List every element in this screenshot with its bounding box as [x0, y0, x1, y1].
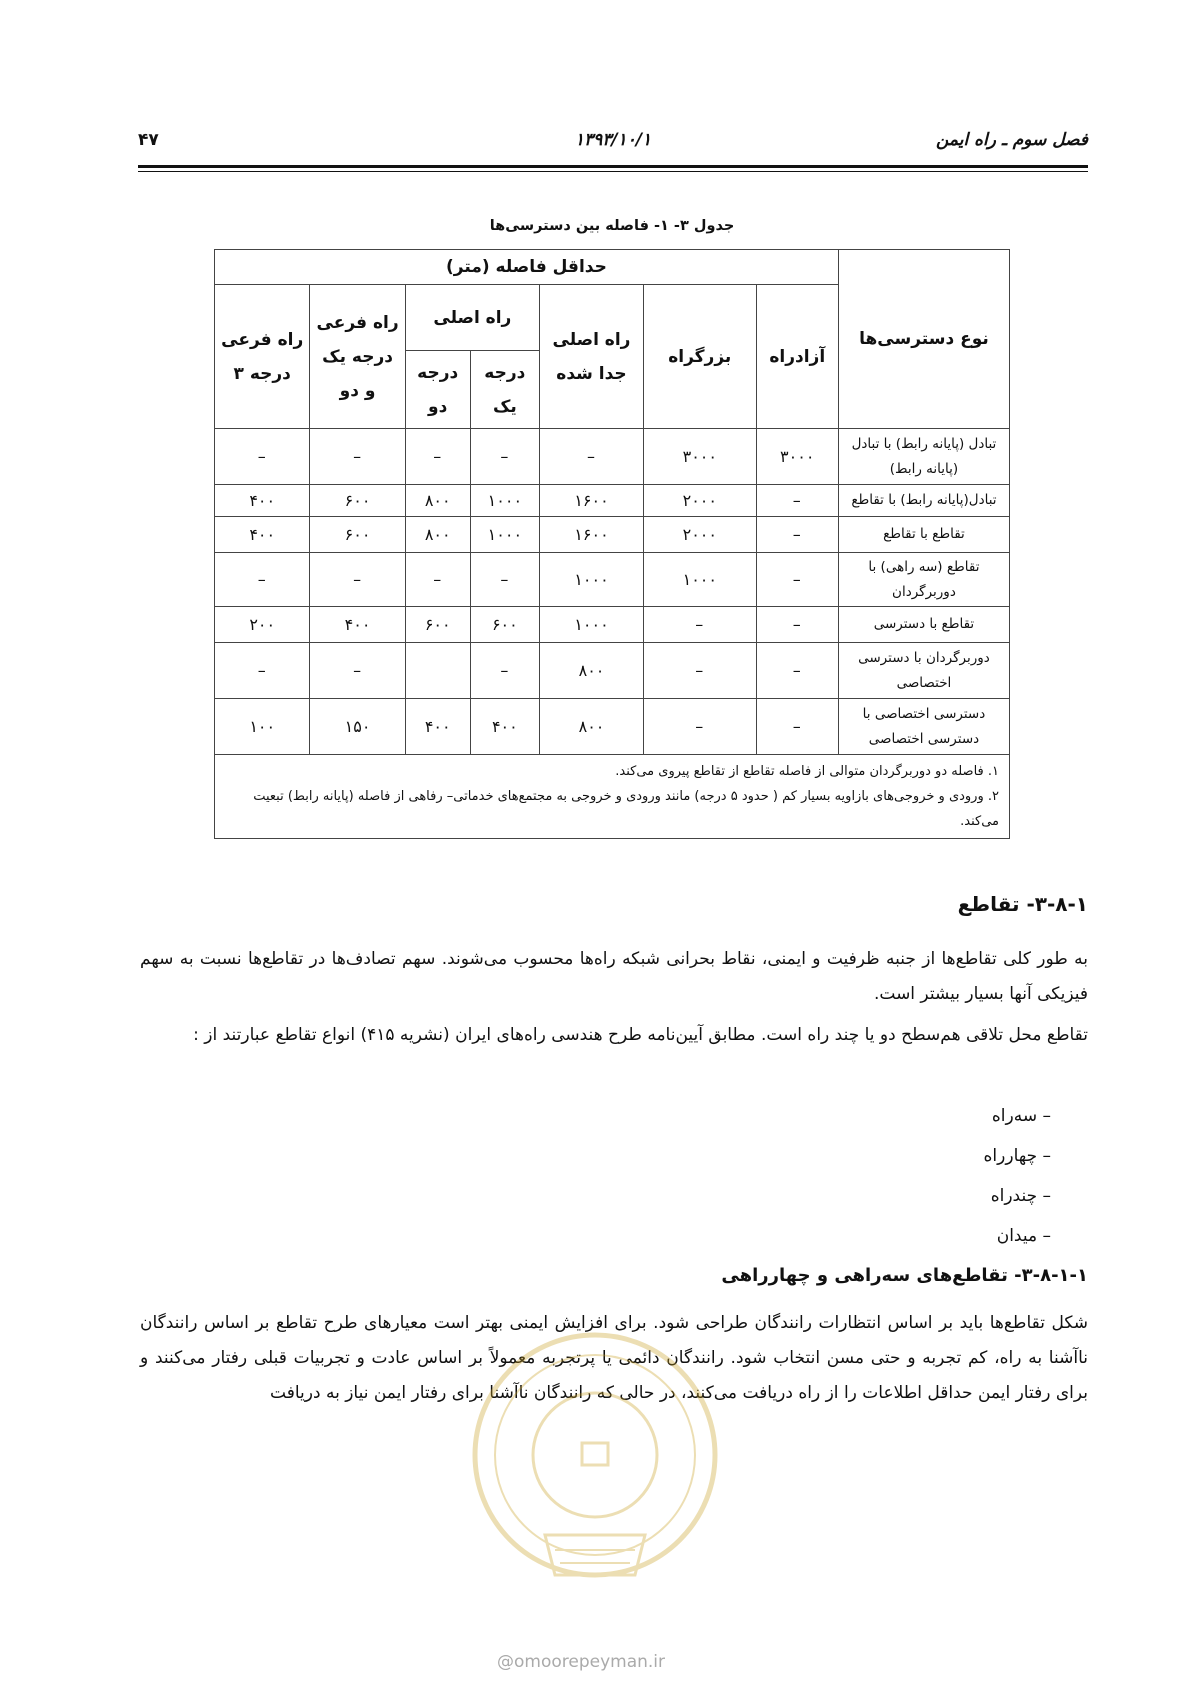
watermark-url: @omoorepeyman.ir — [497, 1652, 666, 1672]
header-rule — [138, 165, 1088, 168]
table-row — [215, 553, 1010, 607]
table-cell: – — [540, 429, 644, 485]
table-cell: ۱۰۰۰ — [540, 553, 644, 607]
table-cell: ۲۰۰۰ — [643, 517, 756, 553]
table-row — [215, 643, 1010, 699]
table-cell: ۴۰۰ — [310, 607, 405, 643]
table-cell: ۸۰۰ — [405, 485, 470, 517]
table-cell: – — [310, 643, 405, 699]
header-date: ۱۳۹۳/۱۰/۱ — [574, 130, 652, 150]
table-cell: ۴۰۰ — [405, 699, 470, 755]
table-cell: – — [756, 485, 838, 517]
table-cell: – — [470, 553, 539, 607]
header-access-type: نوع دسترسی‌ها — [838, 250, 1009, 429]
list-item: – چهارراه — [983, 1146, 1051, 1166]
intersection-types-list — [984, 1096, 1051, 1256]
table-row — [215, 485, 1010, 517]
table-cell: ۱۰۰ — [215, 699, 310, 755]
table-cell: – — [756, 643, 838, 699]
table-cell: ۶۰۰ — [405, 607, 470, 643]
header-freeway: آزادراه — [756, 285, 838, 429]
chapter-title: فصل سوم ـ راه ایمن — [935, 130, 1088, 150]
table-caption: جدول ۳- ۱- فاصله بین دسترسی‌ها — [489, 218, 735, 234]
table-cell: – — [310, 429, 405, 485]
table-cell: ۱۰۰۰ — [643, 553, 756, 607]
table-row — [215, 429, 1010, 485]
table-row — [215, 517, 1010, 553]
table-cell: – — [756, 699, 838, 755]
table-cell: ۱۰۰۰ — [540, 607, 644, 643]
header-expressway: بزرگراه — [643, 285, 756, 429]
table-cell: – — [756, 517, 838, 553]
row-label: تبادل (پایانه رابط) با تبادل (پایانه رابط) — [838, 429, 1009, 485]
header-secondary-3: راه فرعی درجه ۳ — [215, 285, 310, 429]
paragraph: به طور کلی تقاطع‌ها از جنبه ظرفیت و ایمنی، نقاط بحرانی شبکه راه‌ها محسوب می‌شوند. سهم تصادف‌ها در تقاطع‌ها نسبت به سهم فیزیکی آنها بسیار بیشتر است. — [140, 949, 1088, 1004]
table-cell: – — [215, 643, 310, 699]
table-cell: – — [405, 429, 470, 485]
row-label: تبادل(پایانه رابط) با تقاطع — [838, 485, 1009, 517]
table-cell: ۴۰۰ — [470, 699, 539, 755]
header-grade-two: درجه دو — [405, 351, 470, 429]
table-row — [215, 699, 1010, 755]
table-cell: ۱۵۰ — [310, 699, 405, 755]
row-label: تقاطع با دسترسی — [838, 607, 1009, 643]
header-grade-one: درجه یک — [470, 351, 539, 429]
page-header — [138, 118, 1088, 158]
list-item: – چندراه — [990, 1186, 1051, 1206]
table-row — [215, 607, 1010, 643]
paragraph: شکل تقاطع‌ها باید بر اساس انتظارات رانندگان طراحی شود. برای افزایش ایمنی بهتر است معیارهای طرح تقاطع بر اساس رانندگان ناآشنا به راه، کم تجربه و حتی مسن انتخاب شود. رانندگان دائمی یا پرتجربه معمولاً بر اساس عادت و تجربیات قبلی رفتار می‌کنند و برای رفتار ایمن حداقل اطلاعات را از راه دریافت می‌کنند، در حالی که رانندگان ناآشنا برای رفتار ایمن نیاز به دریافت — [140, 1313, 1088, 1403]
watermark-seal-icon — [470, 1325, 720, 1615]
list-item: – میدان — [996, 1226, 1051, 1246]
table-cell: – — [756, 553, 838, 607]
table-cell: ۸۰۰ — [540, 643, 644, 699]
table-cell: ۲۰۰ — [215, 607, 310, 643]
header-main-road: راه اصلی — [405, 285, 539, 351]
paragraph: تقاطع محل تلاقی هم‌سطح دو یا چند راه است. مطابق آیین‌نامه طرح هندسی راه‌های ایران (نشریه ۴۱۵) انواع تقاطع عبارتند از : — [193, 1025, 1088, 1045]
table-cell: ۶۰۰ — [310, 485, 405, 517]
section-heading-three-four-way: ۳-۸-۱-۱- تقاطع‌های سه‌راهی و چهارراهی — [721, 1265, 1088, 1286]
header-divided-main: راه اصلی جدا شده — [540, 285, 644, 429]
table-cell: ۴۰۰ — [215, 485, 310, 517]
section-heading-intersection: ۳-۸-۱- تقاطع — [957, 892, 1088, 916]
table-cell: ۱۶۰۰ — [540, 485, 644, 517]
table-note-1: ۱. فاصله دو دوربرگردان متوالی از فاصله تقاطع از تقاطع پیروی می‌کند. — [615, 764, 999, 779]
header-min-distance: حداقل فاصله (متر) — [215, 250, 839, 285]
table-cell: – — [215, 553, 310, 607]
table-notes-row — [215, 755, 1010, 839]
table-cell: ۱۶۰۰ — [540, 517, 644, 553]
table-cell: ۱۰۰۰ — [470, 517, 539, 553]
table-cell: ۲۰۰۰ — [643, 485, 756, 517]
table-cell: ۶۰۰ — [310, 517, 405, 553]
access-distance-table — [214, 249, 1010, 839]
row-label: تقاطع (سه راهی) با دوربرگردان — [838, 553, 1009, 607]
table-note-2: ۲. ورودی و خروجی‌های بازاویه بسیار کم ( حدود ۵ درجه) مانند ورودی و خروجی به مجتمع‌های خدماتی– رفاهی از فاصله (پایانه رابط) تبعیت می‌کند. — [253, 789, 999, 829]
table-cell: – — [310, 553, 405, 607]
table-cell: – — [215, 429, 310, 485]
row-label: دسترسی اختصاصی با دسترسی اختصاصی — [838, 699, 1009, 755]
table-cell: ۸۰۰ — [540, 699, 644, 755]
table-cell: – — [470, 643, 539, 699]
table-cell: ۳۰۰۰ — [756, 429, 838, 485]
table-notes — [215, 755, 1010, 839]
table-cell: – — [405, 553, 470, 607]
table-cell: ۳۰۰۰ — [643, 429, 756, 485]
row-label: دوربرگردان با دسترسی اختصاصی — [838, 643, 1009, 699]
table-cell: ۴۰۰ — [215, 517, 310, 553]
table-cell: – — [756, 607, 838, 643]
table-cell: – — [643, 699, 756, 755]
page-number: ۴۷ — [138, 130, 159, 150]
table-cell: ۱۰۰۰ — [470, 485, 539, 517]
row-label: تقاطع با تقاطع — [838, 517, 1009, 553]
header-rule-thin — [138, 171, 1088, 172]
table-cell — [405, 643, 470, 699]
table-cell: – — [470, 429, 539, 485]
list-item: – سه‌راه — [991, 1106, 1051, 1126]
table-cell: ۸۰۰ — [405, 517, 470, 553]
header-secondary-12: راه فرعی درجه یک و دو — [310, 285, 405, 429]
table-cell: – — [643, 607, 756, 643]
table-cell: ۶۰۰ — [470, 607, 539, 643]
table-cell: – — [643, 643, 756, 699]
